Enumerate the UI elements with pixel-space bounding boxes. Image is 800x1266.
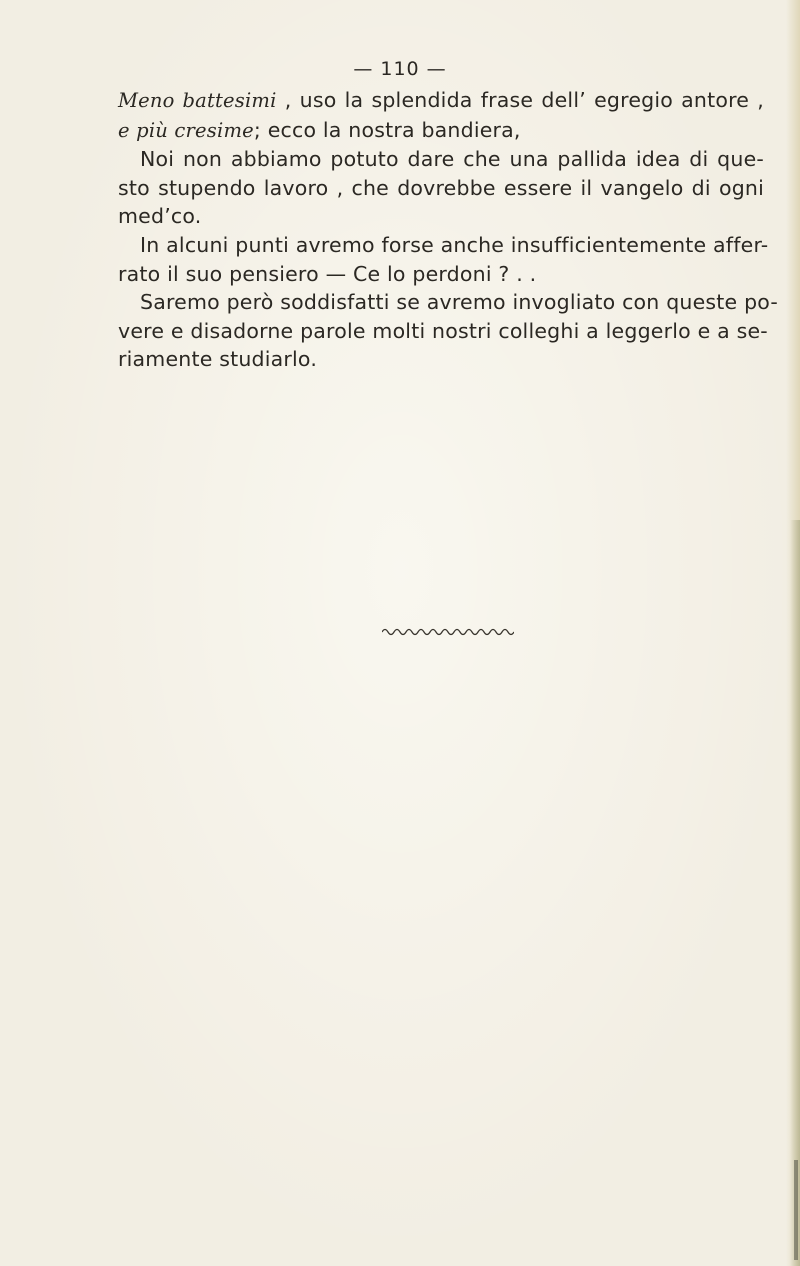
paragraph-2-line-1: Noi non abbiamo potuto dare che una pallida idea di que- — [140, 147, 764, 172]
wavy-rule-ornament — [382, 626, 514, 636]
paragraph-3-line-2: rato il suo pensiero — Ce lo perdoni ? . . — [118, 261, 537, 286]
page-edge-stain — [790, 520, 800, 1266]
paragraph-3-line-1: In alcuni punti avremo forse anche insufficientemente affer- — [140, 232, 769, 257]
page-number-header: — 110 — — [353, 58, 447, 80]
body-text — [118, 86, 779, 374]
paragraph-1-line-2 — [118, 116, 764, 146]
paragraph-4-line-3: riamente studiarlo. — [118, 347, 318, 372]
paragraph-2-line-3: med’co. — [118, 204, 202, 229]
paragraph-4-line-2: vere e disadorne parole molti nostri colleghi a leggerlo e a se- — [118, 318, 768, 343]
paragraph-1-line-1 — [118, 86, 764, 116]
page-edge-mark — [794, 1160, 798, 1260]
paragraph-4-line-1: Saremo però soddisfatti se avremo invogliato con queste po- — [140, 290, 779, 315]
italic-phrase-piu-cresime: e più cresime — [118, 118, 254, 142]
paragraph-2-line-2: sto stupendo lavoro , che dovrebbe essere il vangelo di ogni — [118, 175, 764, 200]
line-text: , uso la splendida frase dell’ egregio antore , — [276, 88, 764, 112]
line-text: ; ecco la nostra bandiera, — [253, 117, 521, 142]
italic-phrase-meno-battesimi: Meno battesimi — [118, 89, 277, 112]
